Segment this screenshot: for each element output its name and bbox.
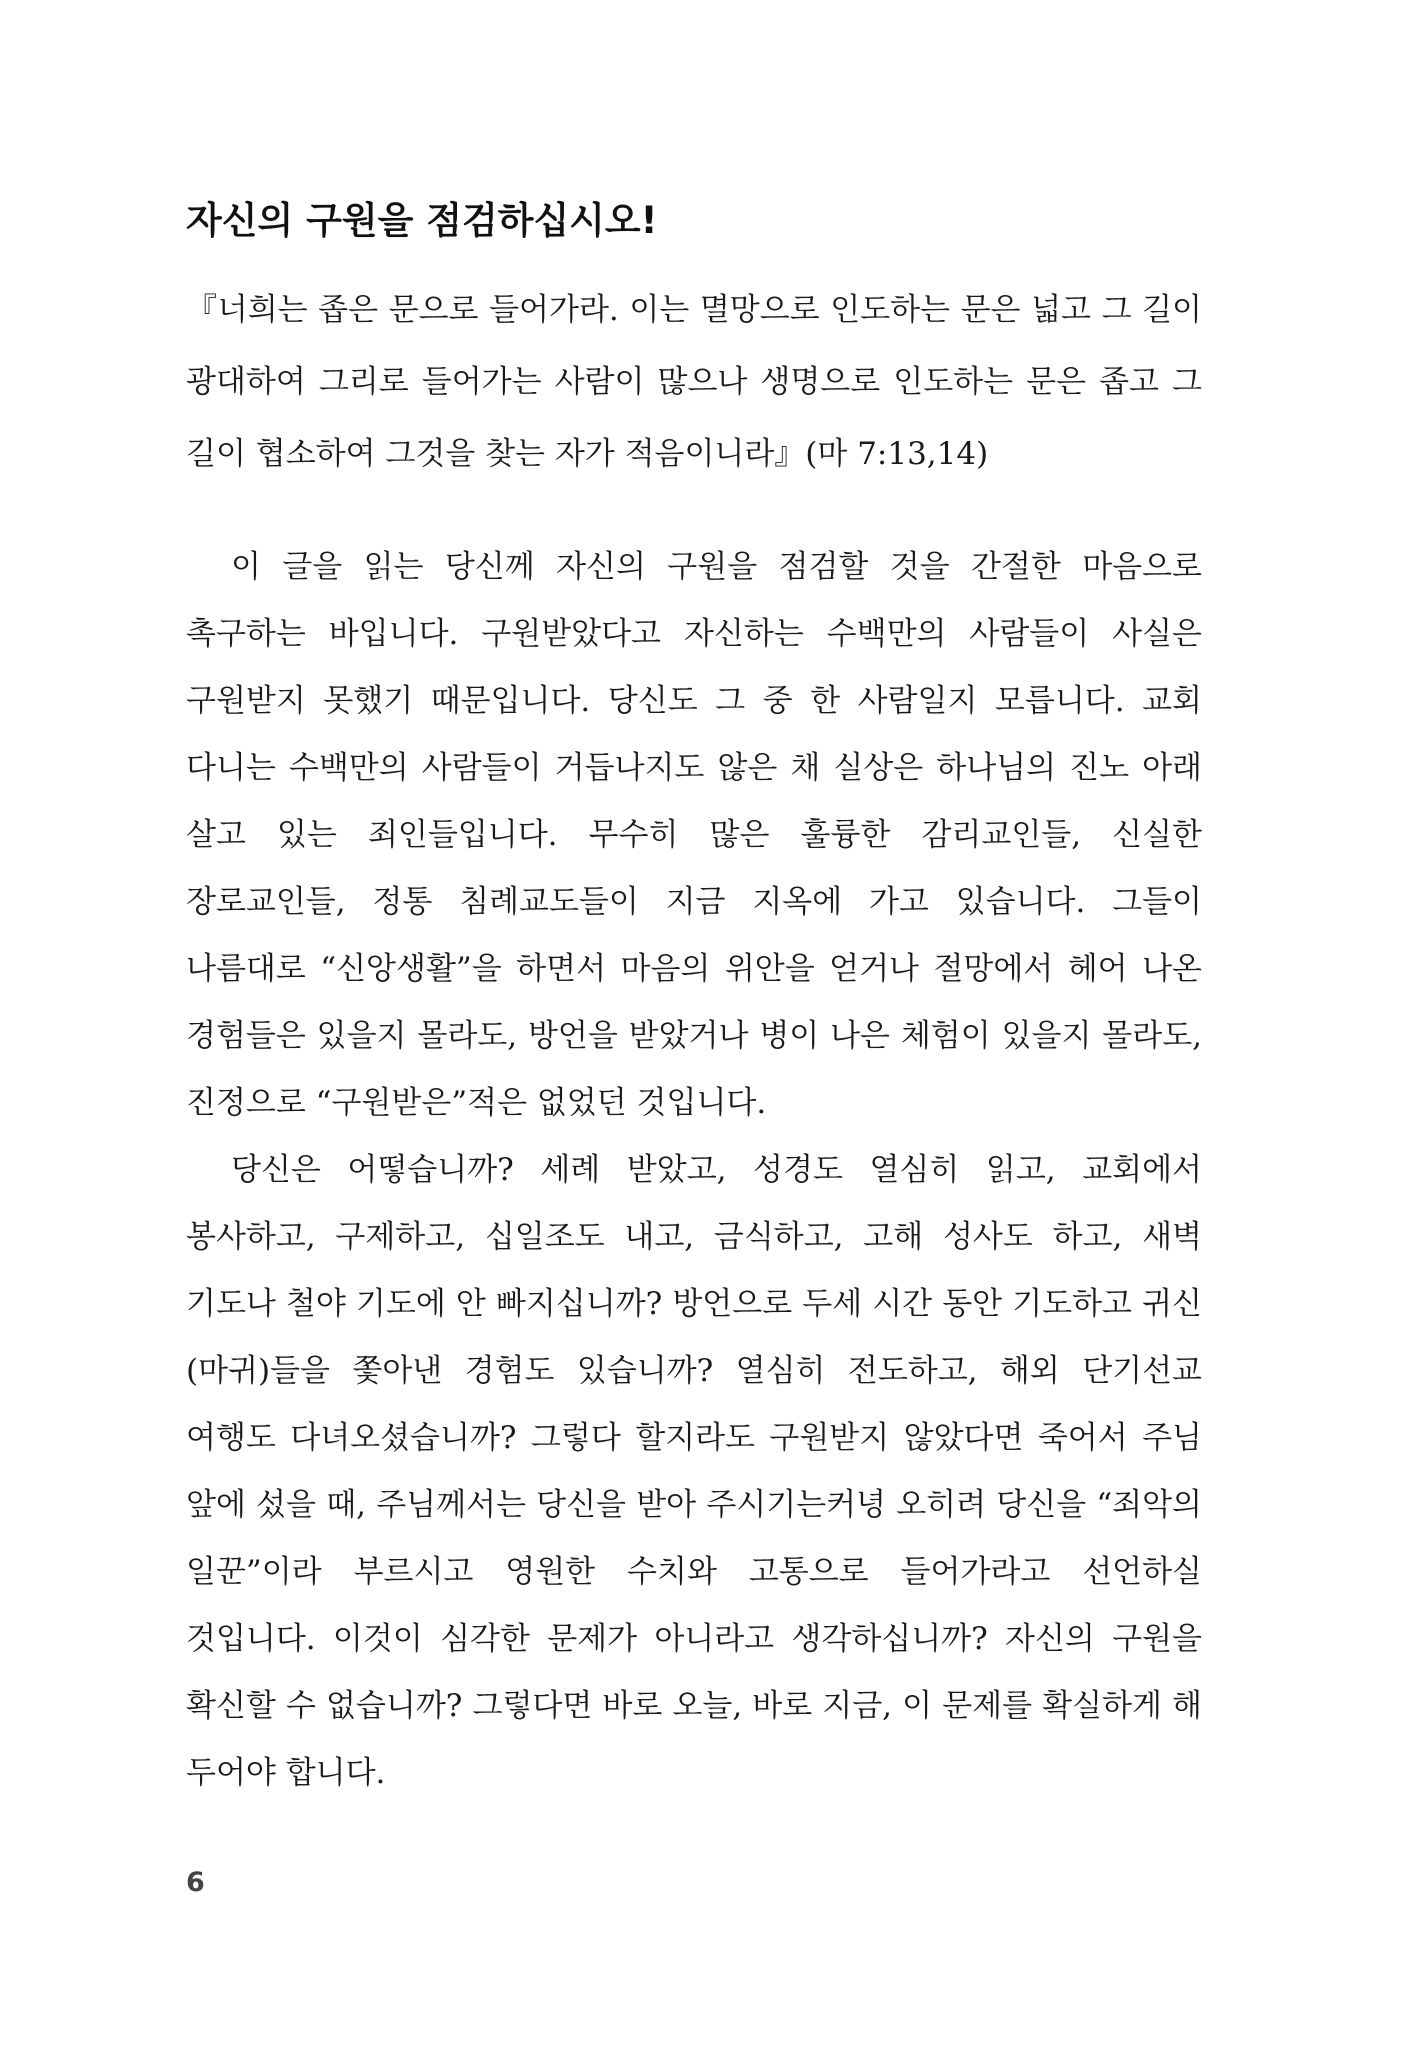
body-text <box>186 534 1202 1807</box>
section-heading: 자신의 구원을 점검하십시오! <box>186 199 658 242</box>
body-paragraph: 이 글을 읽는 당신께 자신의 구원을 점검할 것을 간절한 마음으로 촉구하는 바입니다. 구원받았다고 자신하는 수백만의 사람들이 사실은 구원받지 못했기 때문입니다. 당신도 그 중 한 사람일지 모릅니다. 교회 다니는 수백만의 사람들이 거듭나지도 않은 채 실상은 하나님의 진노 아래 살고 있는 죄인들입니다. 무수히 많은 훌륭한 감리교인들, 신실한 장로교인들, 정통 침례교도들이 지금 지옥에 가고 있습니다. 그들이 나름대로 “신앙생활”을 하면서 마음의 위안을 얻거나 절망에서 헤어 나온 경험들은 있을지 몰라도, 방언을 받았거나 병이 나은 체험이 있을지 몰라도, 진정으로 “구원받은”적은 없었던 것입니다. <box>186 549 1202 1121</box>
scripture-quote: 『너희는 좁은 문으로 들어가라. 이는 멸망으로 인도하는 문은 넓고 그 길이 광대하여 그리로 들어가는 사람이 많으나 생명으로 인도하는 문은 좁고 그 길이 협소하여 그것을 찾는 자가 적음이니라』(마 7:13,14) <box>186 292 1202 472</box>
page-number: 6 <box>186 1867 205 1898</box>
body-paragraph: 당신은 어떻습니까? 세례 받았고, 성경도 열심히 읽고, 교회에서 봉사하고, 구제하고, 십일조도 내고, 금식하고, 고해 성사도 하고, 새벽 기도나 철야 기도에 안 빠지십니까? 방언으로 두세 시간 동안 기도하고 귀신(마귀)들을 쫓아낸 경험도 있습니까? 열심히 전도하고, 해외 단기선교 여행도 다녀오셨습니까? 그렇다 할지라도 구원받지 않았다면 죽어서 주님 앞에 섰을 때, 주님께서는 당신을 받아 주시기는커녕 오히려 당신을 “죄악의 일꾼”이라 부르시고 영원한 수치와 고통으로 들어가라고 선언하실 것입니다. 이것이 심각한 문제가 아니라고 생각하십니까? 자신의 구원을 확신할 수 없습니까? 그렇다면 바로 오늘, 바로 지금, 이 문제를 확실하게 해 두어야 합니다. <box>186 1152 1202 1791</box>
